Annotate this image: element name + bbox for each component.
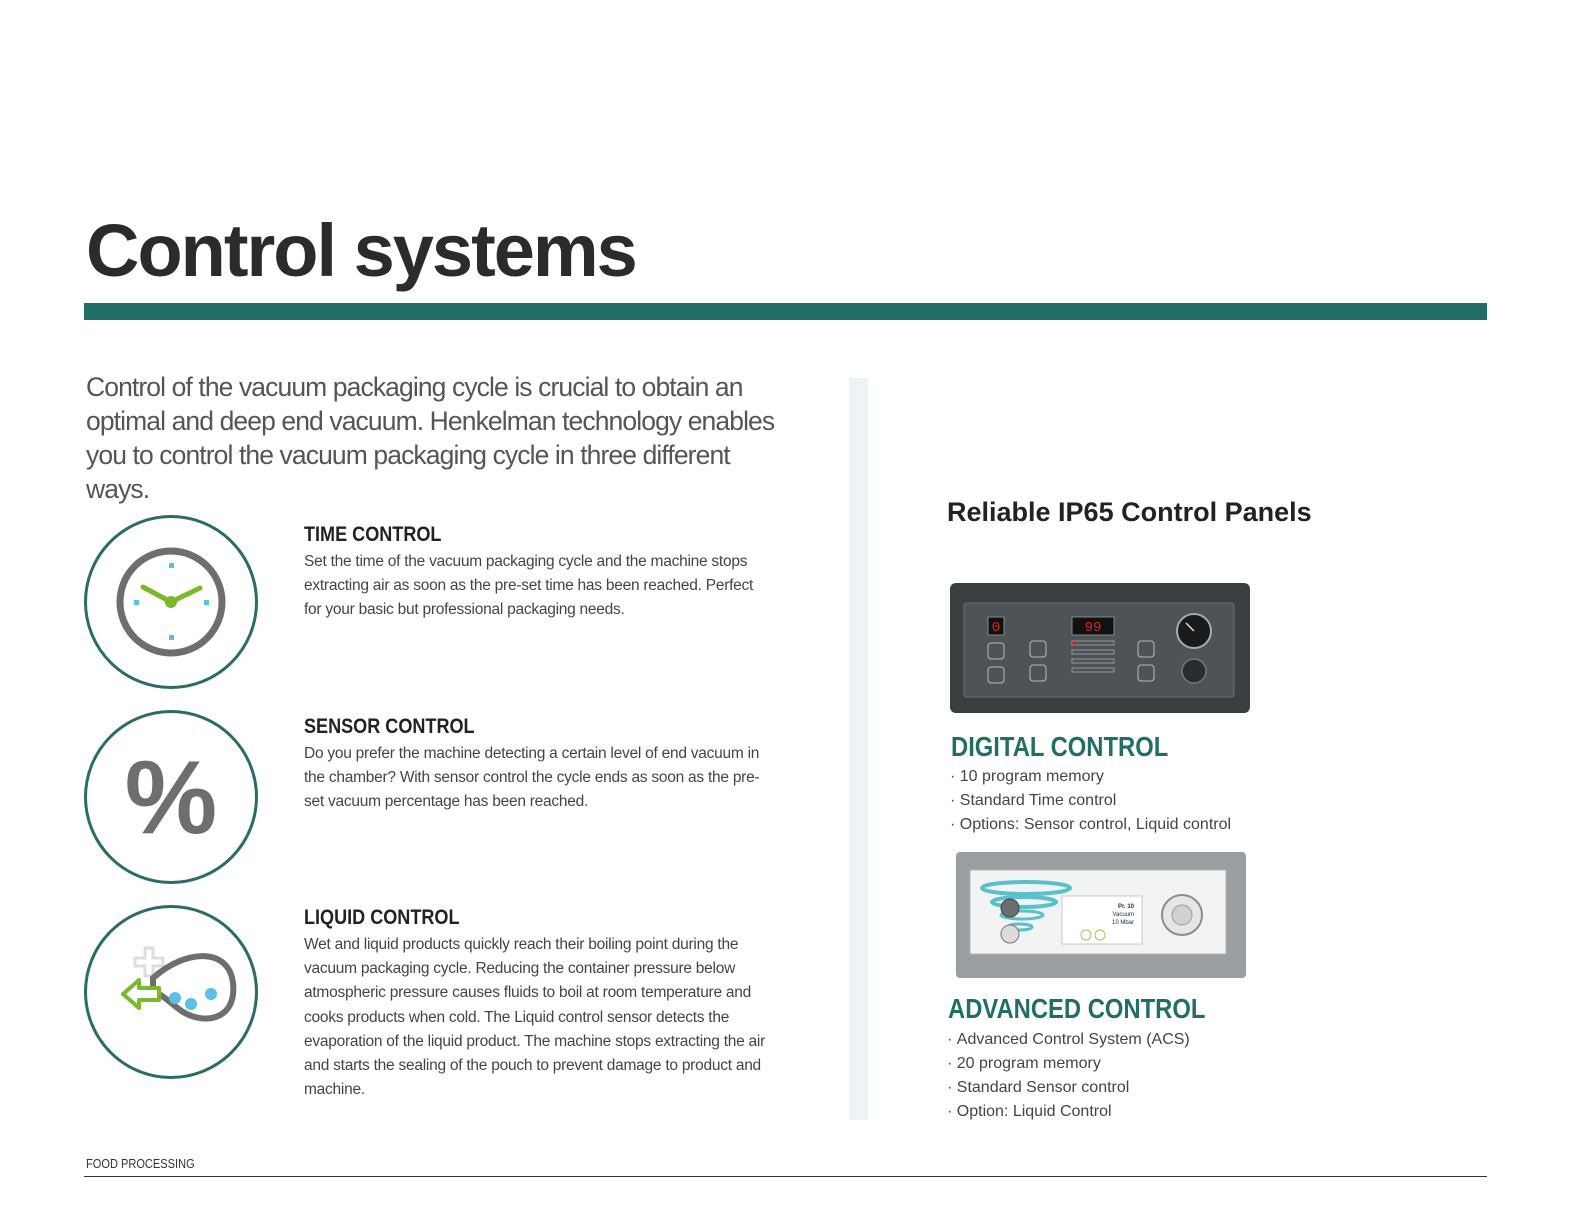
column-divider [849,378,868,1120]
digital-control-title: DIGITAL CONTROL [951,731,1169,762]
digital-display-main: 99 [1084,620,1102,636]
sensor-control-section [304,715,774,815]
liquid-control-section [304,906,774,1102]
feature-item: · 20 program memory [947,1052,1190,1076]
feature-item: · Option: Liquid Control [947,1100,1190,1124]
footer-rule [84,1176,1487,1177]
page-title: Control systems [86,209,636,292]
panels-heading: Reliable IP65 Control Panels [947,497,1312,527]
title-underline-bar [84,303,1487,320]
digital-control-features [950,765,1231,837]
time-control-text: Set the time of the vacuum packaging cycle and the machine stops extracting air as soon as the pre-set time has been reached. Perfect for your basic but professional packaging needs. [304,553,754,619]
intro-paragraph: Control of the vacuum packaging cycle is crucial to obtain an optimal and deep end vacuum. Henkelman technology enables you to control the vacuum packaging cycle in three different ways. [86,372,775,504]
feature-item: · Advanced Control System (ACS) [947,1028,1190,1052]
feature-item: · Options: Sensor control, Liquid control [950,813,1231,837]
sensor-control-heading: SENSOR CONTROL [304,715,475,738]
clock-icon [84,515,258,689]
time-control-heading: TIME CONTROL [304,523,442,546]
advanced-control-panel-image [956,852,1246,983]
liquid-control-heading: LIQUID CONTROL [304,906,460,929]
advanced-control-title: ADVANCED CONTROL [948,993,1206,1024]
feature-item: · 10 program memory [950,765,1231,789]
footer-label: FOOD PROCESSING [86,1156,195,1171]
advanced-control-features [947,1028,1190,1124]
screen-line-2: Vacuum [1112,912,1134,918]
feature-item: · Standard Sensor control [947,1076,1190,1100]
digital-control-panel-image [950,583,1250,718]
screen-line-1: Pr. 10 [1117,904,1134,910]
feature-item: · Standard Time control [950,789,1231,813]
time-control-section [304,523,774,623]
screen-line-3: 10 Mbar [1111,920,1134,926]
digital-display-left: 0 [991,620,1001,636]
sensor-control-text: Do you prefer the machine detecting a certain level of end vacuum in the chamber? With sensor control the cycle ends as soon as the pre-set vacuum percentage has been reached. [304,745,760,811]
liquid-pouch-icon [84,905,258,1079]
percent-symbol: % [124,740,218,856]
liquid-control-text: Wet and liquid products quickly reach their boiling point during the vacuum packaging cycle. Reducing the container pressure below atmospheric pressure causes fluids to boil at room temperature and cooks products when cold. The Liquid control sensor detects the evaporation of the liquid product. The machine stops extracting the air and starts the sealing of the pouch to prevent damage to product and machine. [304,936,766,1099]
percent-icon [84,710,258,884]
